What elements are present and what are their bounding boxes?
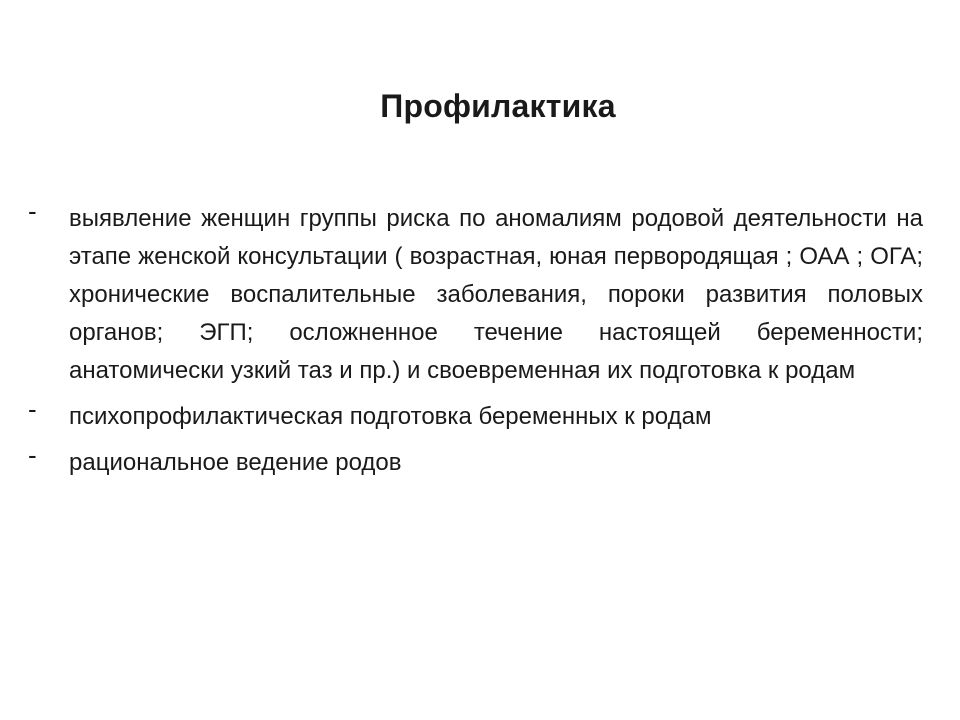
bullet-dash: - xyxy=(28,196,37,226)
bullet-item-psychoprophylaxis xyxy=(28,394,923,436)
bullet-dash: - xyxy=(28,394,37,424)
bullet-item-risk-groups xyxy=(28,196,923,390)
bullet-text: рациональное ведение родов xyxy=(69,449,402,476)
bullet-text: психопрофилактическая подготовка беременных к родам xyxy=(69,403,712,430)
bullet-list xyxy=(28,196,923,490)
bullet-text: выявление женщин группы риска по аномалиям родовой деятельности на этапе женской консультации ( возрастная, юная первородящая ; ОАА ; ОГА; хронические воспалительные заболевания, пороки развития половых органов; ЭГП; осложненное течение настоящей беременности; анатомически узкий таз и пр.) и своевременная их подготовка к родам xyxy=(69,205,923,384)
slide-title: Профилактика xyxy=(380,88,616,124)
bullet-item-rational-labor xyxy=(28,440,923,482)
bullet-dash: - xyxy=(28,440,37,470)
